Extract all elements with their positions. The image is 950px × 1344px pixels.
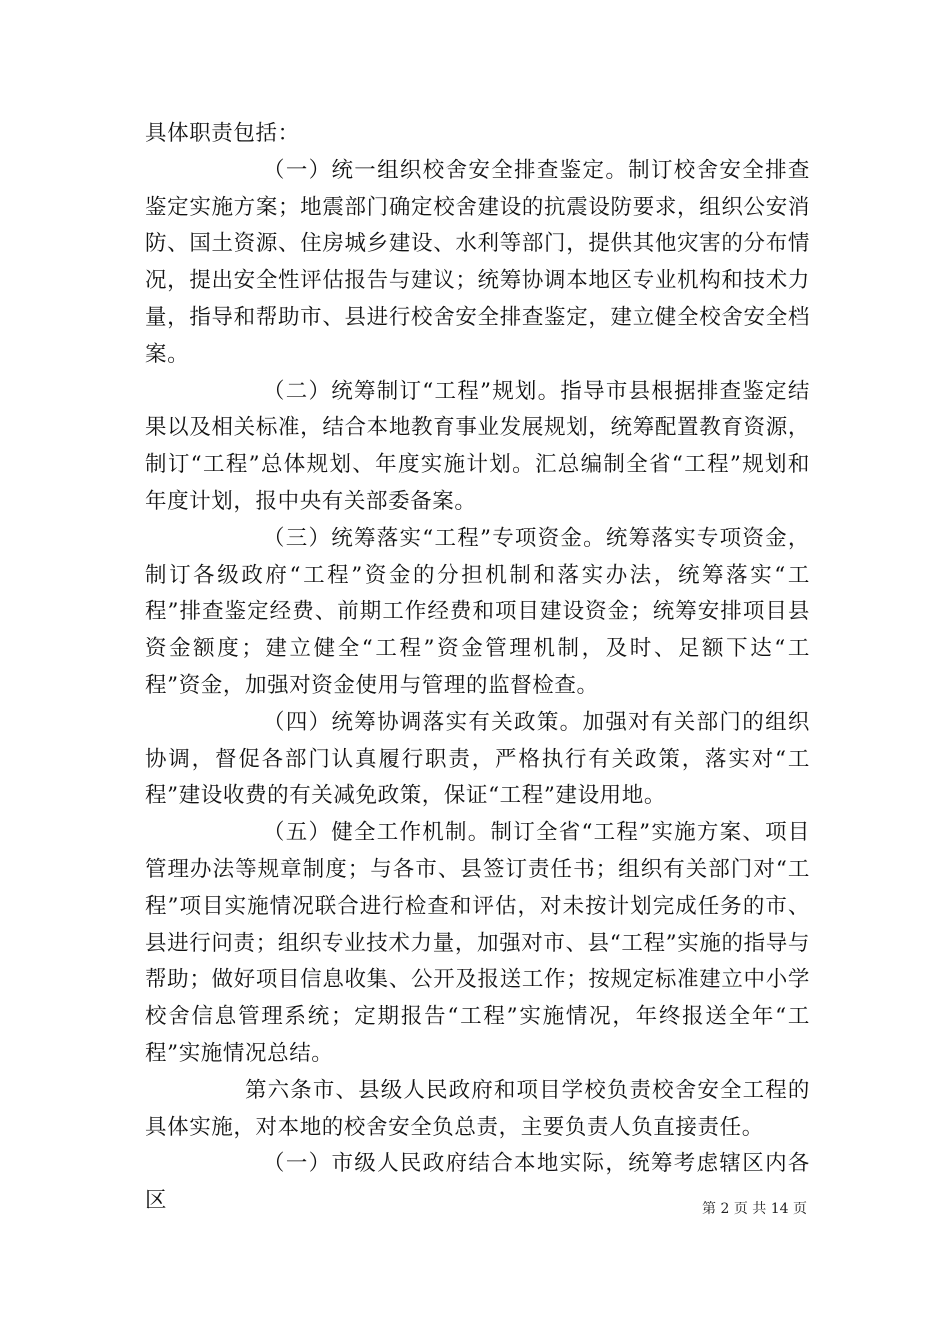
paragraph-article-6: 第六条市、县级人民政府和项目学校负责校舍安全工程的具体实施，对本地的校舍安全负总责，主要负责人负直接责任。 xyxy=(145,1077,810,1140)
paragraph-intro: 具体职责包括： xyxy=(145,121,300,146)
document-body xyxy=(145,116,810,1220)
paragraph-item-2: （二）统筹制订“工程”规划。指导市县根据排查鉴定结果以及相关标准，结合本地教育事业发展规划，统筹配置教育资源，制订“工程”总体规划、年度实施计划。汇总编制全省“工程”规划和年度计划，报中央有关部委备案。 xyxy=(145,378,810,514)
page-number-footer: 第 2 页 共 14 页 xyxy=(702,1201,807,1217)
paragraph-item-3: （三）统筹落实“工程”专项资金。统筹落实专项资金，制订各级政府“工程”资金的分担机制和落实办法，统筹落实“工程”排查鉴定经费、前期工作经费和项目建设资金；统筹安排项目县资金额度；建立健全“工程”资金管理机制，及时、足额下达“工程”资金，加强对资金使用与管理的监督检查。 xyxy=(145,525,810,698)
paragraph-item-1: （一）统一组织校舍安全排查鉴定。制订校舍安全排查鉴定实施方案；地震部门确定校舍建设的抗震设防要求，组织公安消防、国土资源、住房城乡建设、水利等部门，提供其他灾害的分布情况，提出安全性评估报告与建议；统筹协调本地区专业机构和技术力量，指导和帮助市、县进行校舍安全排查鉴定，建立健全校舍安全档案。 xyxy=(145,157,810,367)
paragraph-item-5: （五）健全工作机制。制订全省“工程”实施方案、项目管理办法等规章制度；与各市、县签订责任书；组织有关部门对“工程”项目实施情况联合进行检查和评估，对未按计划完成任务的市、县进行问责；组织专业技术力量，加强对市、县“工程”实施的指导与帮助；做好项目信息收集、公开及报送工作；按规定标准建立中小学校舍信息管理系统；定期报告“工程”实施情况，年终报送全年“工程”实施情况总结。 xyxy=(145,820,810,1066)
paragraph-article-6-item-1: （一）市级人民政府结合本地实际，统筹考虑辖区内各区 xyxy=(145,1151,810,1214)
paragraph-item-4: （四）统筹协调落实有关政策。加强对有关部门的组织协调，督促各部门认真履行职责，严格执行有关政策，落实对“工程”建设收费的有关减免政策，保证“工程”建设用地。 xyxy=(145,709,810,809)
